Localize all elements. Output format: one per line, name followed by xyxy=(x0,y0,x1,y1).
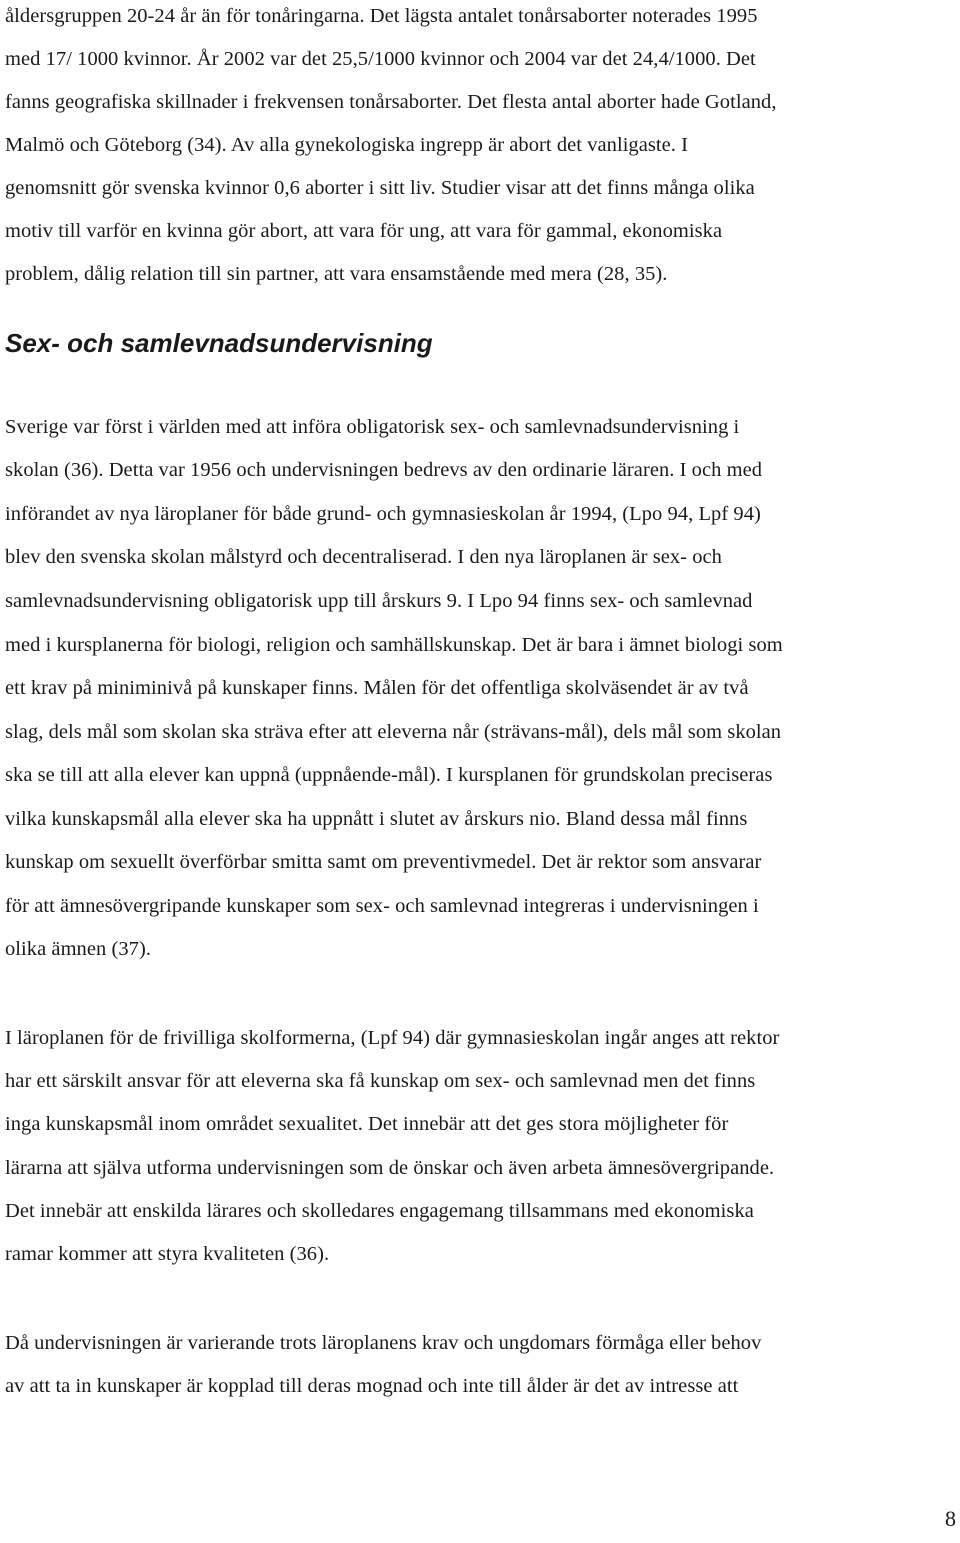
page-number: 8 xyxy=(945,1506,956,1531)
text-line: motiv till varför en kvinna gör abort, att vara för ung, att vara för gammal, ekonomiska xyxy=(5,220,723,242)
text-line: skolan (36). Detta var 1956 och undervisningen bedrevs av den ordinarie läraren. I och med xyxy=(5,459,763,481)
text-line: slag, dels mål som skolan ska sträva efter att eleverna når (strävans-mål), dels mål som skolan xyxy=(5,721,782,743)
text-line: samlevnadsundervisning obligatorisk upp till årskurs 9. I Lpo 94 finns sex- och samlevnad xyxy=(5,590,753,612)
text-line: ska se till att alla elever kan uppnå (uppnående-mål). I kursplanen för grundskolan preciseras xyxy=(5,764,773,786)
text-line: I läroplanen för de frivilliga skolformerna, (Lpf 94) där gymnasieskolan ingår anges att rektor xyxy=(5,1027,780,1049)
text-line: olika ämnen (37). xyxy=(5,938,152,960)
text-line: blev den svenska skolan målstyrd och decentraliserad. I den nya läroplanen är sex- och xyxy=(5,546,722,568)
text-line: Det innebär att enskilda lärares och skolledares engagemang tillsammans med ekonomiska xyxy=(5,1200,754,1222)
text-line: av att ta in kunskaper är kopplad till deras mognad och inte till ålder är det av intresse att xyxy=(5,1375,739,1397)
text-line: Malmö och Göteborg (34). Av alla gynekologiska ingrepp är abort det vanligaste. I xyxy=(5,134,689,156)
text-line: vilka kunskapsmål alla elever ska ha uppnått i slutet av årskurs nio. Bland dessa mål finns xyxy=(5,808,748,830)
text-line: åldersgruppen 20-24 år än för tonåringarna. Det lägsta antalet tonårsaborter noterades 1995 xyxy=(5,5,758,27)
section-heading: Sex- och samlevnadsundervisning xyxy=(5,328,433,358)
text-line: införandet av nya läroplaner för både grund- och gymnasieskolan år 1994, (Lpo 94, Lpf 94) xyxy=(5,503,761,525)
text-line: Då undervisningen är varierande trots läroplanens krav och ungdomars förmåga eller behov xyxy=(5,1332,762,1354)
text-line: ett krav på miniminivå på kunskaper finns. Målen för det offentliga skolväsendet är av två xyxy=(5,677,749,699)
text-line: inga kunskapsmål inom området sexualitet. Det innebär att det ges stora möjligheter för xyxy=(5,1113,729,1135)
text-line: Sverige var först i världen med att införa obligatorisk sex- och samlevnadsundervisning i xyxy=(5,416,740,438)
text-line: för att ämnesövergripande kunskaper som sex- och samlevnad integreras i undervisningen i xyxy=(5,895,759,917)
text-line: fanns geografiska skillnader i frekvensen tonårsaborter. Det flesta antal aborter hade Gotland, xyxy=(5,91,777,113)
text-line: genomsnitt gör svenska kvinnor 0,6 aborter i sitt liv. Studier visar att det finns många olika xyxy=(5,177,755,199)
text-line: lärarna att själva utforma undervisningen som de önskar och även arbeta ämnesövergripande. xyxy=(5,1157,775,1179)
text-line: har ett särskilt ansvar för att eleverna ska få kunskap om sex- och samlevnad men det finns xyxy=(5,1070,756,1092)
text-line: problem, dålig relation till sin partner, att vara ensamstående med mera (28, 35). xyxy=(5,263,668,285)
text-line: kunskap om sexuellt överförbar smitta samt om preventivmedel. Det är rektor som ansvarar xyxy=(5,851,762,873)
text-line: med i kursplanerna för biologi, religion och samhällskunskap. Det är bara i ämnet biologi som xyxy=(5,634,783,656)
text-line: med 17/ 1000 kvinnor. År 2002 var det 25,5/1000 kvinnor och 2004 var det 24,4/1000. Det xyxy=(5,48,756,70)
text-line: ramar kommer att styra kvaliteten (36). xyxy=(5,1243,330,1265)
